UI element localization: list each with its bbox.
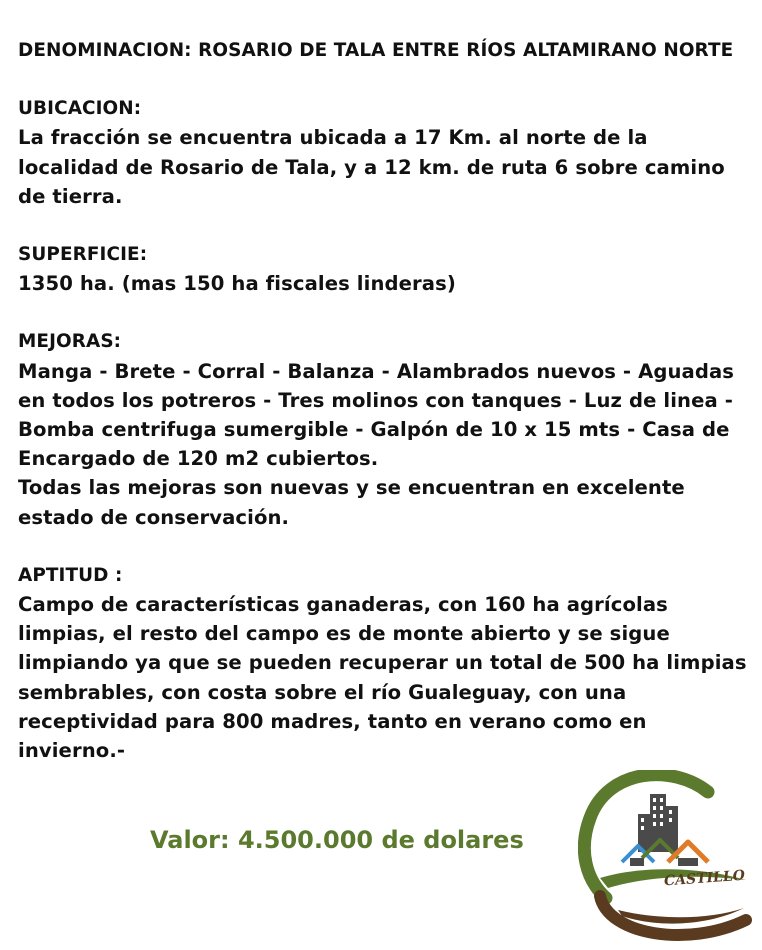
property-listing: [18, 36, 748, 794]
castillo-logo: [578, 770, 758, 945]
house-walls-icon: [630, 858, 698, 866]
aptitud-section: [18, 561, 748, 765]
superficie-heading: SUPERFICIE:: [18, 244, 148, 266]
superficie-text: 1350 ha. (mas 150 ha fiscales linderas): [18, 272, 456, 296]
denominacion-title: DENOMINACION: ROSARIO DE TALA ENTRE RÍOS ALTAMIRANO NORTE: [18, 40, 734, 61]
aptitud-text: Campo de características ganaderas, con 160 ha agrícolas limpias, el resto del campo es de monte abierto y se sigue limpiando ya que se pueden recuperar un total de 500 ha limpias sembrables, con costa sobre el río Gualeguay, con una receptividad para 800 madres, tanto en verano como en invierno.-: [18, 593, 747, 763]
mejoras-text-2: Todas las mejoras son nuevas y se encuentran en excelente estado de conservación.: [18, 476, 685, 529]
ubicacion-section: [18, 94, 748, 211]
aptitud-heading: APTITUD :: [18, 564, 123, 586]
ubicacion-text: La fracción se encuentra ubicada a 17 Km. al norte de la localidad de Rosario de Tala, y a 12 km. de ruta 6 sobre camino de tierra.: [18, 126, 725, 208]
price-label: Valor: 4.500.000 de dolares: [150, 826, 524, 854]
mejoras-heading: MEJORAS:: [18, 331, 122, 353]
brown-underline-swoosh: [618, 908, 744, 924]
superficie-section: [18, 240, 748, 298]
logo-text: CASTILLO: [663, 867, 746, 890]
ubicacion-heading: UBICACION:: [18, 98, 142, 120]
mejoras-text: Manga - Brete - Corral - Balanza - Alambrados nuevos - Aguadas en todos los potreros - Tres molinos con tanques - Luz de linea - Bomba centrifuga sumergible - Galpón de 10 x 15 mts - Casa de Encargado de 120 m2 cubiertos.: [18, 359, 735, 471]
mejoras-section: [18, 327, 748, 531]
